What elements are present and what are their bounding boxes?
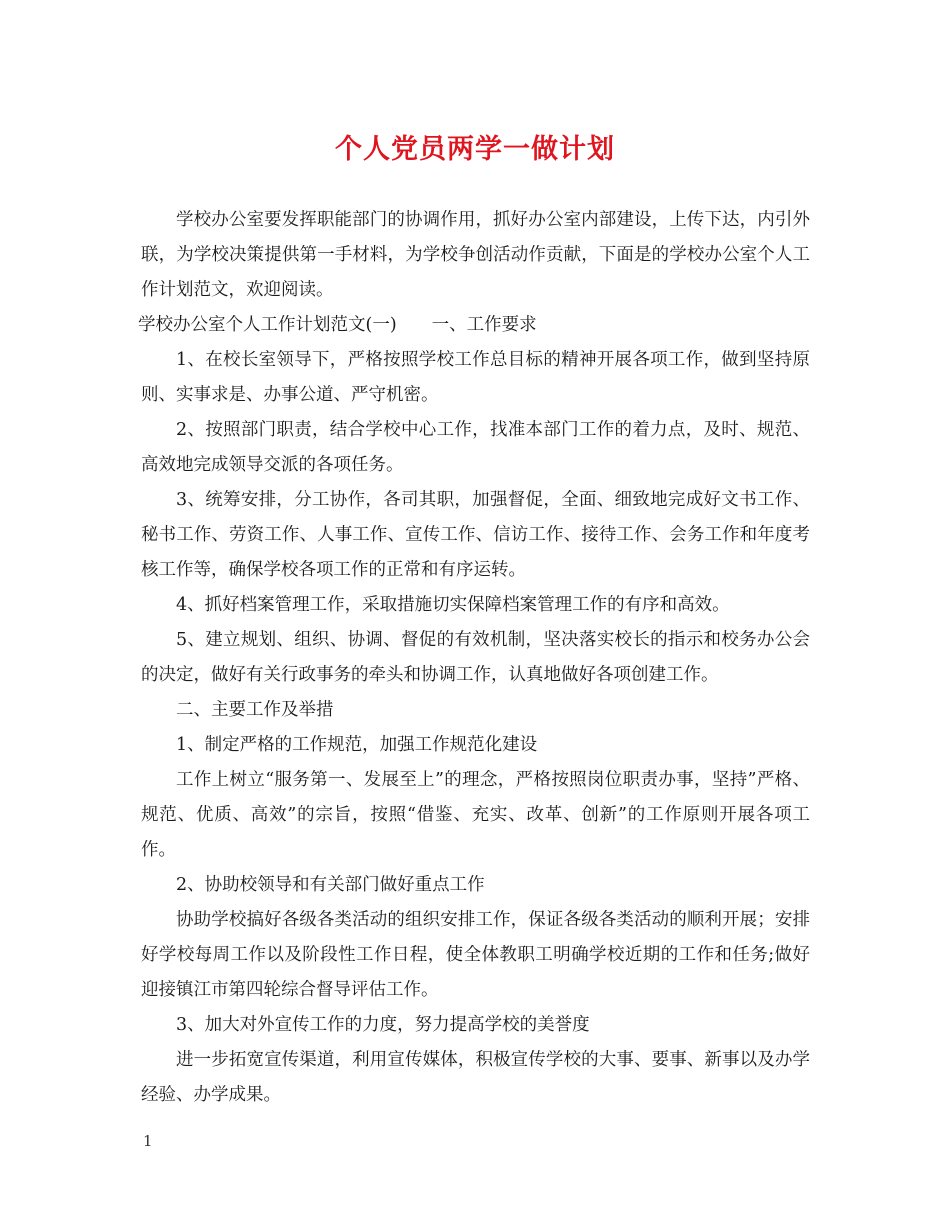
paragraph-requirement-2: 2、按照部门职责，结合学校中心工作，找准本部门工作的着力点，及时、规范、高效地完成领导交派的各项任务。 <box>141 420 810 475</box>
paragraph-measure-1-heading: 1、制定严格的工作规范，加强工作规范化建设 <box>176 735 538 755</box>
document-body <box>138 203 810 1113</box>
paragraph-requirement-5: 5、建立规划、组织、协调、督促的有效机制，坚决落实校长的指示和校务办公会的决定，做好有关行政事务的牵头和协调工作，认真地做好各项创建工作。 <box>141 630 810 685</box>
paragraph-requirement-1: 1、在校长室领导下，严格按照学校工作总目标的精神开展各项工作，做到坚持原则、实事求是、办事公道、严守机密。 <box>141 350 810 405</box>
paragraph-measure-3-heading: 3、加大对外宣传工作的力度，努力提高学校的美誉度 <box>176 1015 590 1035</box>
paragraph-intro: 学校办公室要发挥职能部门的协调作用，抓好办公室内部建设，上传下达，内引外联，为学校决策提供第一手材料，为学校争创活动作贡献，下面是的学校办公室个人工作计划范文，欢迎阅读。 <box>141 210 810 300</box>
document-title: 个人党员两学一做计划 <box>335 134 615 165</box>
paragraph-measure-1-body: 工作上树立“服务第一、发展至上”的理念，严格按照岗位职责办事，坚持”严格、规范、优质、高效”的宗旨，按照“借鉴、充实、改革、创新”的工作原则开展各项工作。 <box>141 770 810 860</box>
page-number: 1 <box>143 1132 153 1150</box>
paragraph-section-heading: 学校办公室个人工作计划范文(一) 一、工作要求 <box>138 315 537 335</box>
paragraph-requirement-3: 3、统筹安排，分工协作，各司其职，加强督促，全面、细致地完成好文书工作、秘书工作、劳资工作、人事工作、宣传工作、信访工作、接待工作、会务工作和年度考核工作等，确保学校各项工作的正常和有序运转。 <box>141 490 810 580</box>
paragraph-measure-3-body: 进一步拓宽宣传渠道，利用宣传媒体，积极宣传学校的大事、要事、新事以及办学经验、办学成果。 <box>141 1050 810 1105</box>
paragraph-measure-2-body: 协助学校搞好各级各类活动的组织安排工作，保证各级各类活动的顺利开展；安排好学校每周工作以及阶段性工作日程，使全体教职工明确学校近期的工作和任务;做好迎接镇江市第四轮综合督导评估工作。 <box>141 910 810 1000</box>
paragraph-main-work-heading: 二、主要工作及举措 <box>176 700 334 720</box>
paragraph-requirement-4: 4、抓好档案管理工作，采取措施切实保障档案管理工作的有序和高效。 <box>176 595 730 615</box>
paragraph-measure-2-heading: 2、协助校领导和有关部门做好重点工作 <box>176 875 485 895</box>
